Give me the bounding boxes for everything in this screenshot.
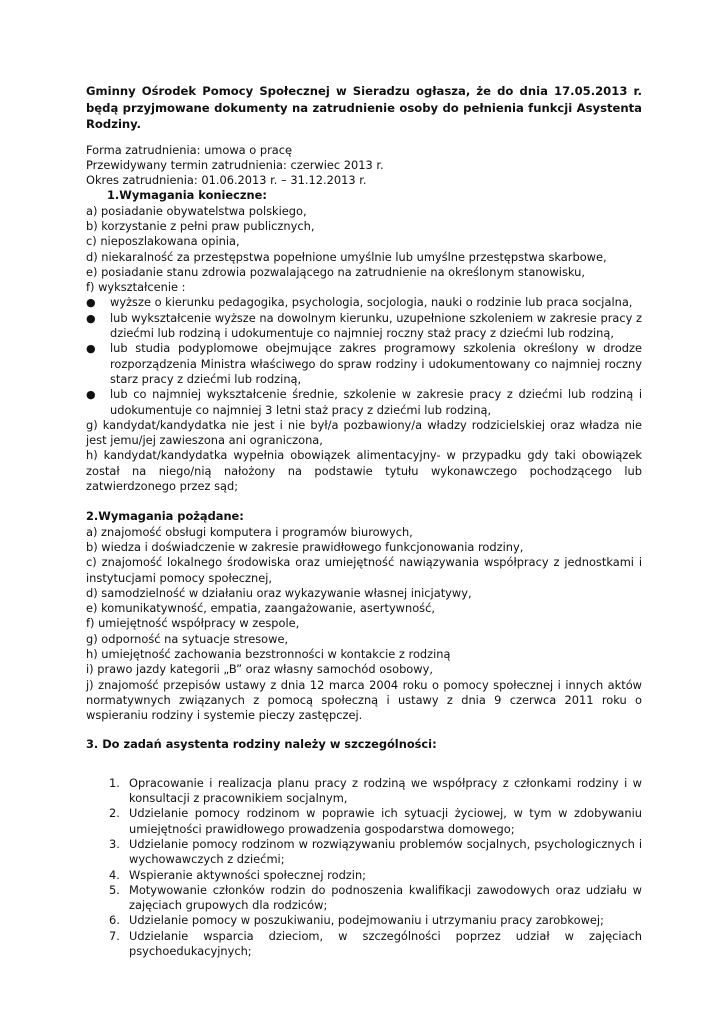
list-item: ● wyższe o kierunku pedagogika, psychologia, socjologia, nauki o rodzinie lub praca socjalna, [86, 295, 633, 310]
list-item: ● lub studia podyplomowe obejmujące zakres programowy szkolenia określony w drodze rozporządzenia Ministra właściwego do spraw rodziny i udokumentowany co najmniej roczny starz pracy z dziećmi lub rodziną, [86, 341, 642, 386]
list-item: 2. Udzielanie pomocy rodzinom w poprawie ich sytuacji życiowej, w tym w zdobywaniu umiejętności prawidłowego prowadzenia gospodarstwa domowego; [109, 806, 642, 836]
info-employment-form: Forma zatrudnienia: umowa o pracę [86, 142, 293, 157]
section1-item-d: d) niekaralność za przestępstwa popełnione umyślnie lub umyślne przestępstwa skarbowe, [86, 249, 607, 264]
section2-item-g: g) odporność na sytuacje stresowe, [86, 631, 289, 646]
bullet-icon: ● [86, 296, 96, 310]
list-item: 6. Udzielanie pomocy w poszukiwaniu, podejmowaniu i utrzymaniu pracy zarobkowej; [109, 913, 604, 928]
section1-item-e: e) posiadanie stanu zdrowia pozwalającego na zatrudnienie na określonym stanowisku, [86, 264, 585, 279]
tasks-numbered-list [86, 776, 642, 960]
document-page [86, 83, 642, 959]
section1-item-g: g) kandydat/kandydatka nie jest i nie był/a pozbawiony/a władzy rodzicielskiej oraz władza nie jest jemu/jej zawieszona ani ograniczona, [86, 417, 642, 448]
list-item: 7. Udzielanie wsparcia dzieciom, w szczególności poprzez udział w zajęciach psychoedukacyjnych; [109, 928, 642, 959]
bullet-icon: ● [86, 311, 96, 325]
section2-item-f: f) umiejętność współpracy w zespole, [86, 616, 300, 631]
section1-item-a: a) posiadanie obywatelstwa polskiego, [86, 203, 307, 218]
section2-item-d: d) samodzielność w działaniu oraz wykazywanie własnej inicjatywy, [86, 585, 472, 600]
bullet-icon: ● [86, 342, 96, 356]
education-bullet-list [86, 295, 642, 417]
section2-item-i: i) prawo jazdy kategorii „B” oraz własny samochód osobowy, [86, 662, 433, 677]
announcement-title: Gminny Ośrodek Pomocy Społecznej w Sieradzu ogłasza, że do dnia 17.05.2013 r. będą przyjmowane dokumenty na zatrudnienie osoby do pełnienia funkcji Asystenta Rodziny. [86, 84, 642, 131]
section2-heading: 2.Wymagania pożądane: [86, 509, 244, 524]
section2-item-e: e) komunikatywność, empatia, zaangażowanie, asertywność, [86, 601, 436, 616]
section2-item-c: c) znajomość lokalnego środowiska oraz umiejętność nawiązywania współpracy z jednostkami i instytucjami pomocy społecznej, [86, 555, 642, 585]
list-item: 5. Motywowanie członków rodzin do podnoszenia kwalifikacji zawodowych oraz udziału w zajęciach grupowych dla rodziców; [109, 882, 642, 913]
section2-item-b: b) wiedza i doświadczenie w zakresie prawidłowego funkcjonowania rodziny, [86, 539, 524, 554]
section1-heading: 1.Wymagania konieczne: [107, 188, 267, 203]
list-item: ● lub co najmniej wykształcenie średnie, szkolenie w zakresie pracy z dziećmi lub rodziną i udokumentuje co najmniej 3 letni staż pracy z dziećmi lub rodziną, [86, 387, 642, 417]
section1-item-b: b) korzystanie z pełni praw publicznych, [86, 218, 315, 233]
section2-item-h: h) umiejętność zachowania bezstronności w kontakcie z rodziną [86, 647, 451, 661]
list-item: 1. Opracowanie i realizacja planu pracy z rodziną we współpracy z członkami rodziny i w konsultacji z pracownikiem socjalnym, [109, 775, 642, 806]
list-item: 4. Wspieranie aktywności społecznej rodzin; [109, 867, 367, 882]
info-period: Okres zatrudnienia: 01.06.2013 r. – 31.12.2013 r. [86, 173, 367, 188]
section3-heading: 3. Do zadań asystenta rodziny należy w szczególności: [86, 737, 437, 752]
list-item: ● lub wykształcenie wyższe na dowolnym kierunku, uzupełnione szkoleniem w zakresie pracy z dziećmi lub rodziną i udokumentuje co najmniej roczny staż pracy z dziećmi lub rodziną, [86, 310, 642, 341]
info-start-date: Przewidywany termin zatrudnienia: czerwiec 2013 r. [86, 157, 384, 172]
section1-item-f: f) wykształcenie : [86, 280, 186, 295]
section1-item-h: h) kandydat/kandydatka wypełnia obowiązek alimentacyjny- w przypadku gdy taki obowiązek został na niego/nią nałożony na podstawie tytułu wykonawczego pochodzącego lub zatwierdzonego przez sąd; [86, 448, 642, 494]
section1-item-c: c) nieposzlakowana opinia, [86, 234, 240, 249]
section2-item-j: j) znajomość przepisów ustawy z dnia 12 marca 2004 roku o pomocy społecznej i innych aktów normatywnych związanych z pomocą społeczną i ustawy z dnia 9 czerwca 2011 roku o wspieraniu rodziny i systemie pieczy zastępczej. [86, 677, 642, 723]
bullet-icon: ● [86, 388, 96, 402]
list-item: 3. Udzielanie pomocy rodzinom w rozwiązywaniu problemów socjalnych, psychologicznych i wychowawczych z dziećmi; [109, 836, 642, 867]
section2-item-a: a) znajomość obsługi komputera i programów biurowych, [86, 524, 413, 539]
